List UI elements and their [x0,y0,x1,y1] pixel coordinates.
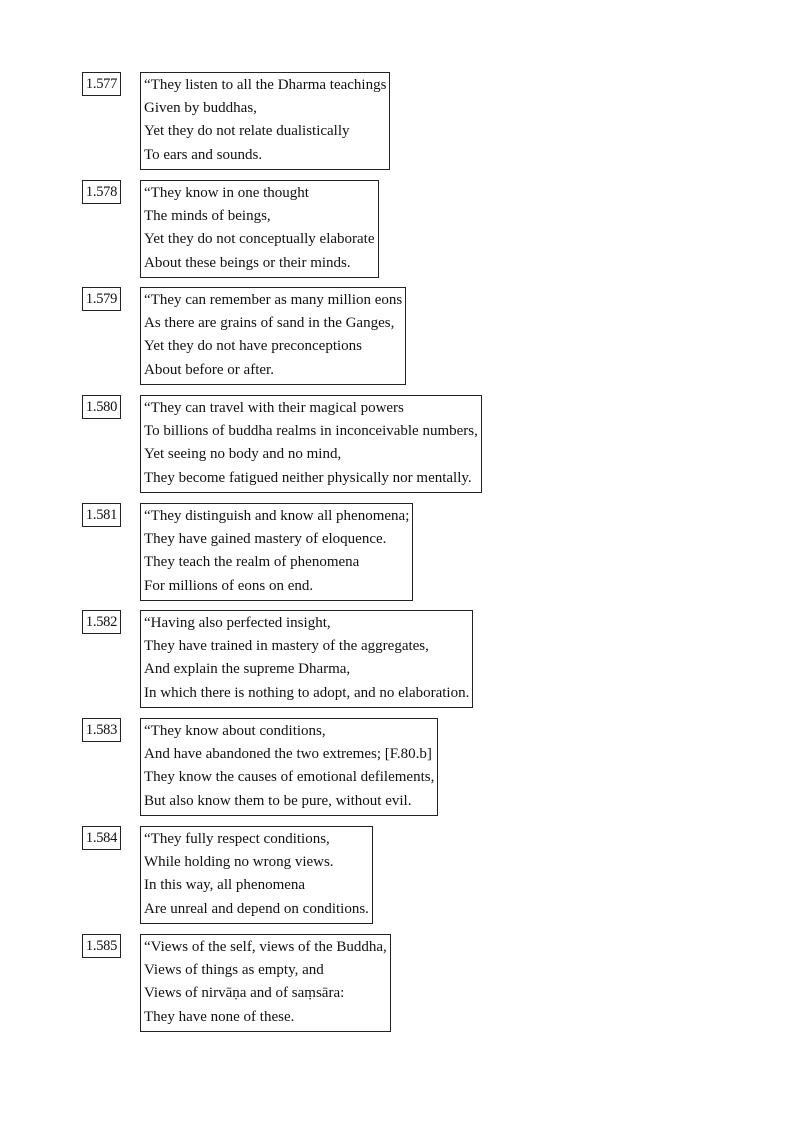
verse-line: Given by buddhas, [144,100,257,117]
verse-line: Yet they do not relate dualistically [144,123,350,140]
verse-line: About before or after. [144,361,274,378]
verse-line: Yet they do not conceptually elaborate [144,231,375,248]
verse-text-box [140,72,390,170]
verse-line: They have gained mastery of eloquence. [144,531,387,548]
verse-number: 1.583 [82,718,121,742]
verse-line: Yet they do not have preconceptions [144,338,363,355]
verse-line: To billions of buddha realms in inconceivable numbers, [144,423,478,440]
verse-line: They teach the realm of phenomena [144,554,360,571]
verse-line: The minds of beings, [144,208,271,225]
verse-number: 1.577 [82,72,121,96]
verse-number: 1.581 [82,503,121,527]
verse-line: “They fully respect conditions, [144,831,330,847]
verse-text-box [140,180,379,278]
verse-line: As there are grains of sand in the Ganges, [144,315,395,332]
verse-number: 1.584 [82,826,121,850]
verse-line: They have none of these. [144,1008,295,1025]
verse-line: They have trained in mastery of the aggregates, [144,638,429,655]
verse-line: Yet seeing no body and no mind, [144,446,342,463]
verse-line: In which there is nothing to adopt, and no elaboration. [144,684,470,701]
verse-line: In this way, all phenomena [144,877,306,894]
verse-line: “Having also perfected insight, [144,615,331,631]
verse-number: 1.579 [82,287,121,311]
verse-number: 1.578 [82,180,121,204]
verse-line: “They can travel with their magical powers [144,400,404,416]
verse-line: “They know about conditions, [144,723,326,739]
verse-line: Views of nirvāṇa and of saṃsāra: [144,985,345,1002]
verse-line: But also know them to be pure, without evil. [144,792,412,809]
verse-line: While holding no wrong views. [144,854,334,871]
verse-line: “They distinguish and know all phenomena; [144,508,410,524]
verse-line: “They can remember as many million eons [144,292,403,308]
verse-line: Are unreal and depend on conditions. [144,900,369,917]
verse-text-box [140,287,406,385]
verse-text-box [140,718,438,816]
verse-line: And explain the supreme Dharma, [144,661,351,678]
verse-text-box [140,934,391,1032]
verse-number: 1.580 [82,395,121,419]
verse-line: “They know in one thought [144,185,309,201]
verse-text-box [140,503,413,601]
verse-line: For millions of eons on end. [144,577,314,594]
verse-line: “Views of the self, views of the Buddha, [144,939,387,955]
verse-line: They become fatigued neither physically nor mentally. [144,469,472,486]
verse-line: Views of things as empty, and [144,962,324,979]
verse-line: They know the causes of emotional defilements, [144,769,435,786]
verse-line: And have abandoned the two extremes; [F.80.b] [144,746,432,763]
verse-line: To ears and sounds. [144,146,263,163]
verse-text-box [140,610,473,708]
verse-number: 1.582 [82,610,121,634]
verse-text-box [140,826,373,924]
verse-text-box [140,395,482,493]
verse-line: About these beings or their minds. [144,254,351,271]
verse-line: “They listen to all the Dharma teachings [144,77,387,93]
verse-number: 1.585 [82,934,121,958]
